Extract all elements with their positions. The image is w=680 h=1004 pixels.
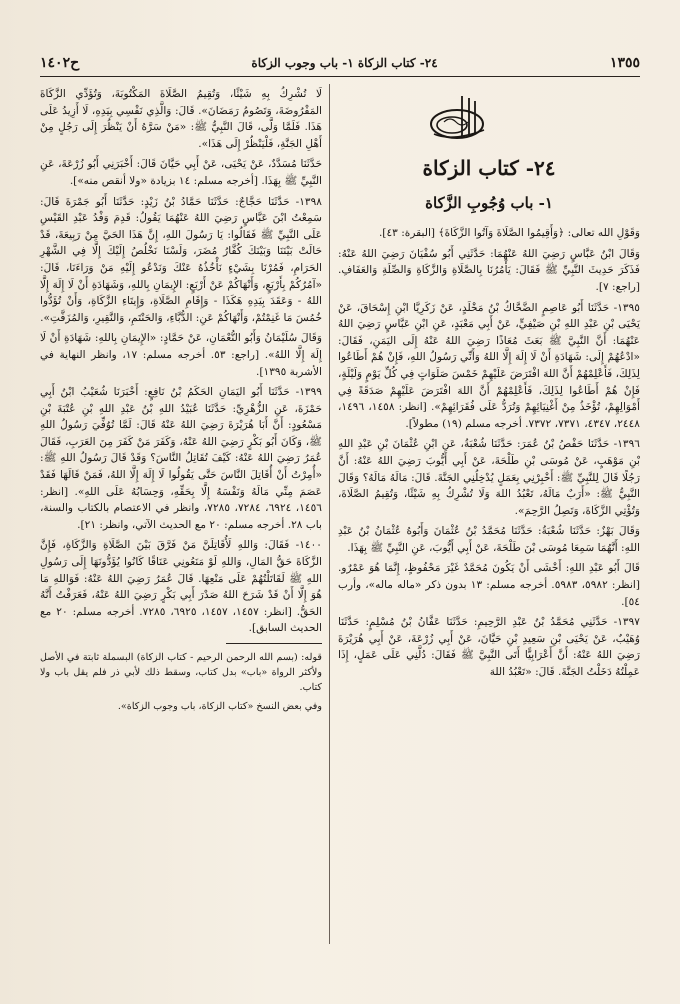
paragraph: حَدَّثَنَا مُسَدَّدٌ، عَنْ يَحْيَى، عَنْ أَبِي حَيَّانَ قَالَ: أَخْبَرَنِي أَبُو زُرْعَةَ، عَنِ النَّبِيِّ ﷺ بِهَذَا. [أخرجه مسلم: ١٤ بزيادة «ولا أنقص منه»]. <box>40 158 322 187</box>
footnotes <box>40 650 322 714</box>
paragraph: وَقَوْلِ الله تعالى: ﴿وَأَقِيمُوا الصَّلَاةَ وَآتُوا الزَّكَاةَ﴾ [البقرة: ٤٣]. <box>378 227 640 240</box>
hadith-1395: ١٣٩٥- حَدَّثَنَا أَبُو عَاصِمٍ الضَّحَّاكُ بْنُ مَخْلَدٍ، عَنْ زَكَرِيَّا ابْنِ إِسْحَاقَ، عَنْ يَحْيَى بْنِ عَبْدِ اللهِ بْنِ صَيْفِيٍّ، عَنْ أَبِي مَعْبَدٍ، عَنِ ابْنِ عَبَّاسٍ رَضِيَ اللهُ عَنْهُمَا: أَنَّ النَّبِيَّ ﷺ بَعَثَ مُعَاذًا رَضِيَ اللهُ عَنْهُ إِلَى اليَمَنِ، فَقَالَ: «ادْعُهُمْ إِلَى: شَهَادَةِ أَنْ لَا إِلَهَ إِلَّا اللهُ وَأَنِّي رَسُولُ اللهِ، فَإِنْ هُمْ أَطَاعُوا لِذَلِكَ، فَأَعْلِمْهُمْ أَنَّ اللهَ افْتَرَضَ عَلَيْهِمْ خَمْسَ صَلَوَاتٍ فِي كُلِّ يَوْمٍ وَلَيْلَةٍ، فَإِنْ هُمْ أَطَاعُوا لِذَلِكَ، فَأَعْلِمْهُمْ أَنَّ اللهَ افْتَرَضَ عَلَيْهِمْ صَدَقَةً فِي أَمْوَالِهِمْ، تُؤْخَذُ مِنْ أَغْنِيَائِهِمْ وَتُرَدُّ عَلَى فُقَرَائِهِمْ». [انظر: ١٤٥٨، ١٤٩٦، ٢٤٤٨، ٤٣٤٧، ٧٣٧١، ٧٣٧٢. أخرجه مسلم (١٩) مطولاً]. <box>338 301 640 430</box>
running-header <box>40 52 640 74</box>
footnote-rule <box>226 643 322 644</box>
volume-reference: ح١٤٠٢ <box>40 55 80 71</box>
hadith-1396: ١٣٩٦- حَدَّثَنَا حَفْصُ بْنُ عُمَرَ: حَدَّثَنَا شُعْبَةُ، عَنِ ابْنِ عُثْمَانَ بْنِ عَبْدِ اللهِ بْنِ مَوْهَبٍ، عَنْ مُوسَى بْنِ طَلْحَةَ، عَنْ أَبِي أَيُّوبَ رَضِيَ اللهُ عَنْهُ: أَنَّ رَجُلًا قَالَ لِلنَّبِيِّ ﷺ: أَخْبِرْنِي بِعَمَلٍ يُدْخِلُنِي الجَنَّةَ. قَالَ: مَالَهُ مَالَهُ؟ وَقَالَ النَّبِيُّ ﷺ: «أَرَبٌ مَالَهُ، تَعْبُدُ اللهَ وَلَا تُشْرِكُ بِهِ شَيْئًا، وَتُقِيمُ الصَّلَاةَ، وَتُؤْتِي الزَّكَاةَ، وَتَصِلُ الرَّحِمَ». <box>338 438 640 517</box>
footnote: قوله: (بسم الله الرحمن الرحيم - كتاب الزكاة) البسملة ثابتة في الأصل ولأكثر الرواة «باب» بدل كتاب، وسقط ذلك لأبي ذر فلم يقل باب ولا كتاب. <box>40 652 322 693</box>
paragraph: لَا تُشْرِكُ بِهِ شَيْئًا، وَتُقِيمُ الصَّلَاةَ المَكْتُوبَةَ، وَتُؤَدِّي الزَّكَاةَ المَفْرُوضَةَ، وَتَصُومُ رَمَضَانَ». قَالَ: وَالَّذِي نَفْسِي بِيَدِهِ، لَا أَزِيدُ عَلَى هَذَا. فَلَمَّا وَلَّى، قَالَ النَّبِيُّ ﷺ: «مَنْ سَرَّهُ أَنْ يَنْظُرَ إِلَى رَجُلٍ مِنْ أَهْلِ الجَنَّةِ، فَلْيَنْظُرْ إِلَى هَذَا». <box>40 88 322 150</box>
left-column <box>40 86 322 718</box>
running-title: ٢٤- كتاب الزكاة ١- باب وجوب الزكاة <box>251 56 438 70</box>
paragraph: وَقَالَ ابْنُ عَبَّاسٍ رَضِيَ اللهُ عَنْهُمَا: حَدَّثَنِي أَبُو سُفْيَانَ رَضِيَ اللهُ عَنْهُ: فَذَكَرَ حَدِيثَ النَّبِيِّ ﷺ فَقَالَ: يَأْمُرُنَا بِالصَّلَاةِ وَالزَّكَاةِ وَالصِّلَةِ وَالعَفَافِ. [راجع: ٧]. <box>338 247 640 293</box>
column-divider <box>329 84 330 944</box>
hadith-1399: ١٣٩٩- حَدَّثَنَا أَبُو اليَمَانِ الحَكَمُ بْنُ نَافِعٍ: أَخْبَرَنَا شُعَيْبُ ابْنُ أَبِي حَمْزَةَ، عَنِ الزُّهْرِيِّ: حَدَّثَنَا عُبَيْدُ اللهِ بْنُ عَبْدِ اللهِ بْنِ عُتْبَةَ بْنِ مَسْعُودٍ: أَنَّ أَبَا هُرَيْرَةَ رَضِيَ اللهُ عَنْهُ قَالَ: لَمَّا تُوُفِّيَ رَسُولُ اللهِ ﷺ، وَكَانَ أَبُو بَكْرٍ رَضِيَ اللهُ عَنْهُ، وَكَفَرَ مَنْ كَفَرَ مِنَ العَرَبِ، فَقَالَ عُمَرُ رَضِيَ اللهُ عَنْهُ: كَيْفَ تُقَاتِلُ النَّاسَ؟ وَقَدْ قَالَ رَسُولُ اللهِ ﷺ: «أُمِرْتُ أَنْ أُقَاتِلَ النَّاسَ حَتَّى يَقُولُوا لَا إِلَهَ إِلَّا اللهُ، فَمَنْ قَالَهَا فَقَدْ عَصَمَ مِنِّي مَالَهُ وَنَفْسَهُ إِلَّا بِحَقِّهِ، وَحِسَابُهُ عَلَى اللهِ». [انظر: ١٤٥٦، ٦٩٢٤، ٧٢٨٤، ٧٢٨٥، وانظر في الاعتصام بالكتاب والسنة، باب ٢٨. أخرجه مسلم: ٢٠ مع الحديث الآتي، وانظر: ٢١]. <box>40 386 322 531</box>
hadith-1397: ١٣٩٧- حَدَّثَنِي مُحَمَّدُ بْنُ عَبْدِ الرَّحِيمِ: حَدَّثَنَا عَفَّانُ بْنُ مُسْلِمٍ: حَدَّثَنَا وُهَيْبٌ، عَنْ يَحْيَى بْنِ سَعِيدِ بْنِ حَيَّانَ، عَنْ أَبِي زُرْعَةَ، عَنْ أَبِي هُرَيْرَةَ رَضِيَ اللهُ عَنْهُ: أَنَّ أَعْرَابِيًّا أَتَى النَّبِيَّ ﷺ فَقَالَ: دُلَّنِي عَلَى عَمَلٍ، إِذَا عَمِلْتُهُ دَخَلْتُ الجَنَّةَ. قَالَ: «تَعْبُدُ اللهَ <box>338 616 640 679</box>
chapter-title: ١- باب وُجُوبِ الزَّكاة <box>425 193 553 212</box>
hadith-1398: ١٣٩٨- حَدَّثَنَا حَجَّاجٌ: حَدَّثَنَا حَمَّادُ بْنُ زَيْدٍ: حَدَّثَنَا أَبُو جَمْرَةَ قَالَ: سَمِعْتُ ابْنَ عَبَّاسٍ رَضِيَ اللهُ عَنْهُمَا يَقُولُ: قَدِمَ وَفْدُ عَبْدِ القَيْسِ عَلَى النَّبِيِّ ﷺ فَقَالُوا: يَا رَسُولَ اللهِ، إِنَّ هَذَا الحَيَّ مِنْ رَبِيعَةَ، قَدْ حَالَتْ بَيْنَنَا وَبَيْنَكَ كُفَّارُ مُضَرَ، وَلَسْنَا نَخْلُصُ إِلَيْكَ إِلَّا فِي الشَّهْرِ الحَرَامِ، فَمُرْنَا بِشَيْءٍ نَأْخُذُهُ عَنْكَ وَنَدْعُو إِلَيْهِ مَنْ وَرَاءَنَا، قَالَ: «آمُرُكُمْ بِأَرْبَعٍ، وَأَنْهَاكُمْ عَنْ أَرْبَعٍ: الإِيمَانِ بِاللهِ، وَشَهَادَةِ أَنْ لَا إِلَهَ إِلَّا اللهُ - وَعَقَدَ بِيَدِهِ هَكَذَا - وَإِقَامِ الصَّلَاةِ، وَإِيتَاءِ الزَّكَاةِ، وَأَنْ تُؤَدُّوا خُمُسَ مَا غَنِمْتُمْ، وَأَنْهَاكُمْ عَنِ: الدُّبَّاءِ، وَالحَنْتَمِ، وَالنَّقِيرِ، وَالمُزَفَّتِ». <box>40 195 322 324</box>
book-title: ٢٤- كتاب الزكاة <box>422 156 556 180</box>
paragraph: وَقَالَ بَهْزٌ: حَدَّثَنَا شُعْبَةُ: حَدَّثَنَا مُحَمَّدُ بْنُ عُثْمَانَ وَأَبُوهُ عُثْمَانُ بْنُ عَبْدِ اللهِ: أَنَّهُمَا سَمِعَا مُوسَى بْنَ طَلْحَةَ، عَنْ أَبِي أَيُّوبَ، عَنِ النَّبِيِّ ﷺ بِهَذَا. <box>338 525 640 554</box>
footnote: وفي بعض النسخ «كتاب الزكاة، باب وجوب الزكاة». <box>117 701 322 712</box>
header-rule <box>40 76 640 77</box>
paragraph: وَقَالَ سُلَيْمَانُ وَأَبُو النُّعْمَانِ، عَنْ حَمَّادٍ: «الإِيمَانِ بِاللهِ: شَهَادَةِ أَنْ لَا إِلَهَ إِلَّا اللهُ». [راجع: ٥٣. أخرجه مسلم: ١٧، وانظر النهاية في الأشربة ١٣٩٥]. <box>40 332 322 378</box>
page-number: ١٣٥٥ <box>609 55 640 71</box>
tughra-ornament-icon <box>422 92 492 146</box>
right-column <box>338 86 640 685</box>
paragraph: قَالَ أَبُو عَبْدِ اللهِ: أَخْشَى أَنْ يَكُونَ مُحَمَّدٌ غَيْرَ مَحْفُوظٍ، إِنَّمَا هُوَ عَمْرٌو. [انظر: ٥٩٨٢، ٥٩٨٣. أخرجه مسلم: ١٣ بدون ذكر «ماله ماله»، وأرب ٥٤]. <box>338 562 641 608</box>
hadith-1400: ١٤٠٠- فَقَالَ: وَاللهِ لَأُقَاتِلَنَّ مَنْ فَرَّقَ بَيْنَ الصَّلَاةِ وَالزَّكَاةِ، فَإِنَّ الزَّكَاةَ حَقُّ المَالِ، وَاللهِ لَوْ مَنَعُونِي عَنَاقًا كَانُوا يُؤَدُّونَهَا إِلَى رَسُولِ اللهِ ﷺ لَقَاتَلْتُهُمْ عَلَى مَنْعِهَا. قَالَ عُمَرُ رَضِيَ اللهُ عَنْهُ: فَوَاللهِ مَا هُوَ إِلَّا أَنْ قَدْ شَرَحَ اللهُ صَدْرَ أَبِي بَكْرٍ رَضِيَ اللهُ عَنْهُ، فَعَرَفْتُ أَنَّهُ الحَقُّ. [انظر: ١٤٥٧، ١٤٥٧، ٦٩٢٥، ٧٢٨٥. أخرجه مسلم: ٢٠ مع الحديث السابق]. <box>40 539 322 635</box>
